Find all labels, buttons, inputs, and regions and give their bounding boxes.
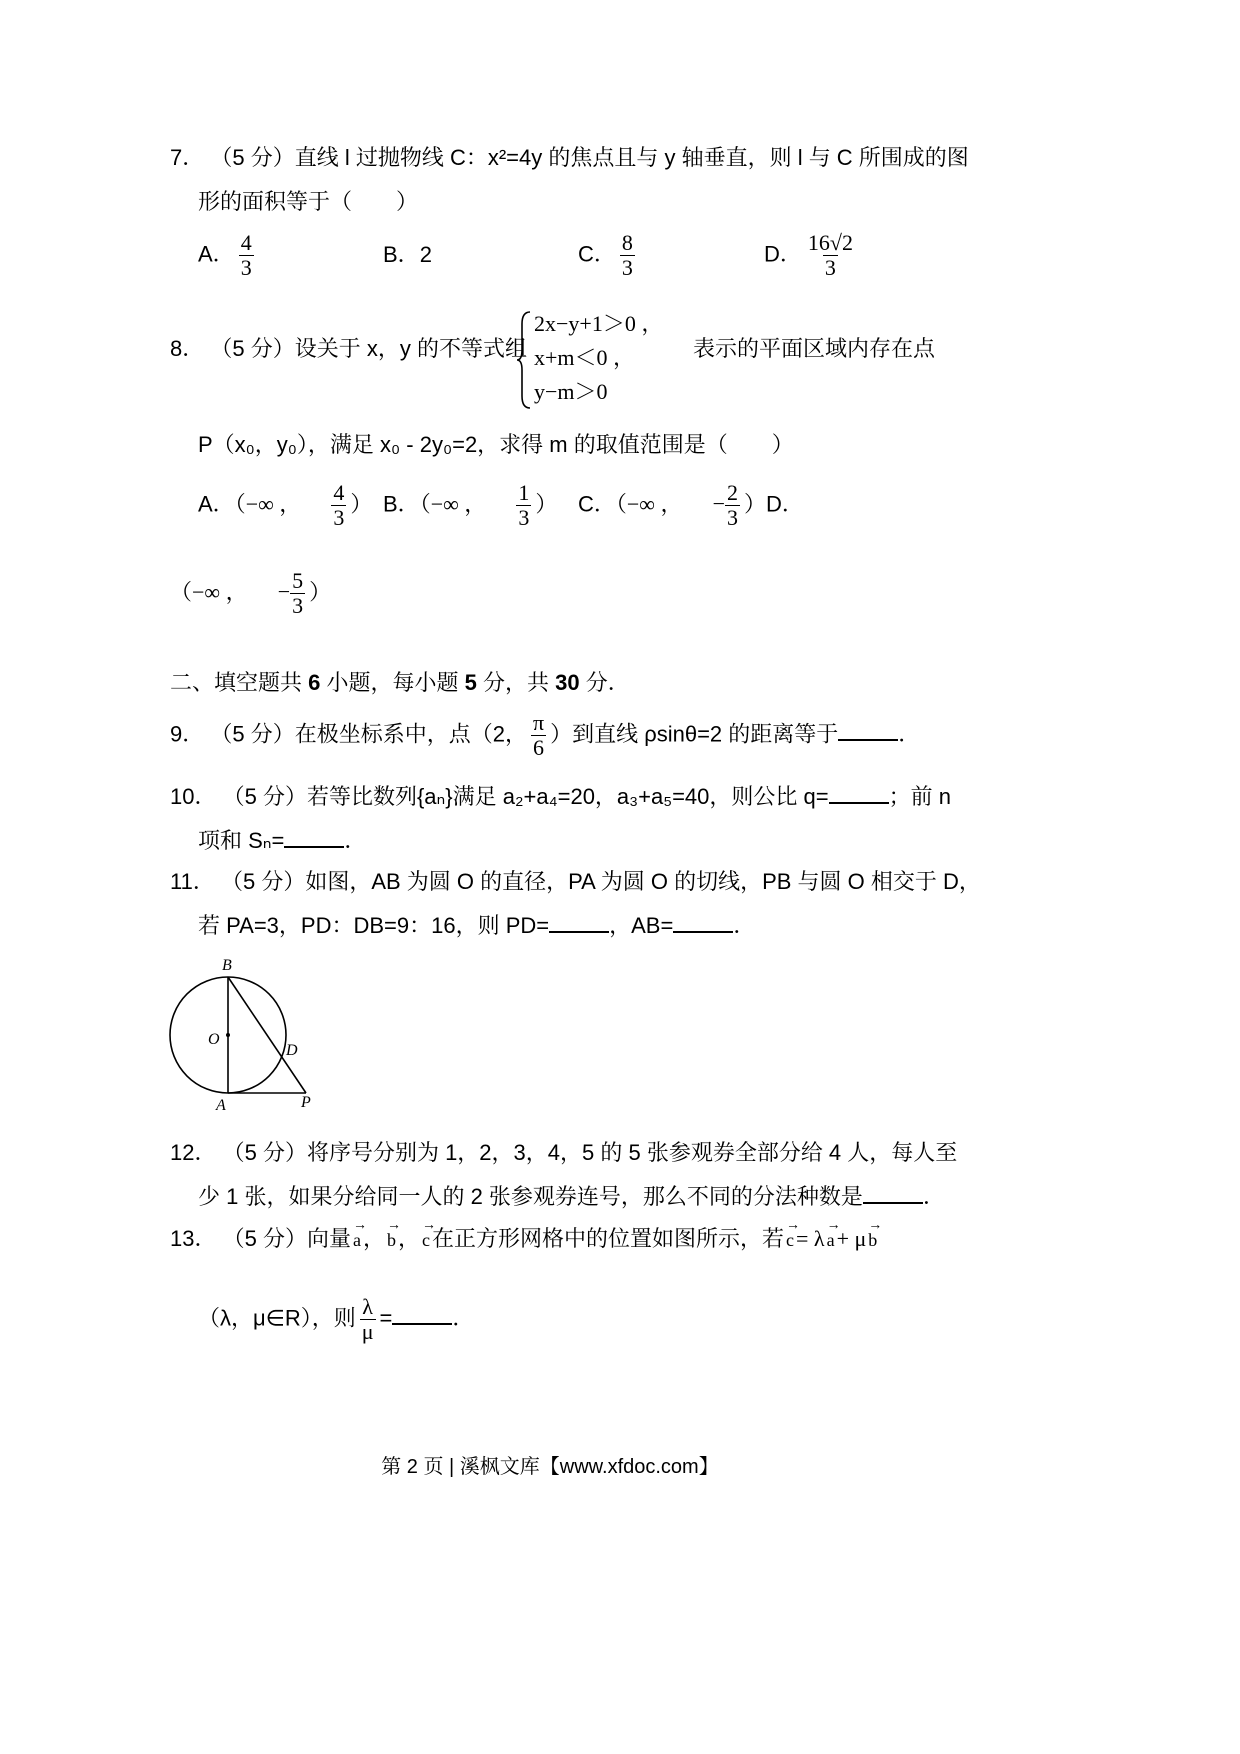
q8-option-c: C．（−∞ ， − $\frac{2}{3}$ ）D． [578, 480, 804, 530]
q9-line: 9． （5 分）在极坐标系中，点（2， $\frac{\pi}{6}$ ）到直线 ρsinθ=2 的距离等于 ． [170, 710, 921, 760]
q13-vector-b-2: → b [868, 1218, 883, 1250]
q7-option-c: C． $\frac{8}{3}$ [578, 230, 633, 280]
q11-secant-pb [228, 977, 306, 1093]
q8-option-d-fraction: $\frac{5}{3}$ [292, 568, 304, 618]
q8-number: 8． [170, 336, 205, 361]
q10-number: 10． [170, 784, 217, 809]
q8-inequality-2: x+m＜0 ， [534, 345, 636, 370]
q8-inequality-3: y−m＞0 [534, 379, 608, 404]
q8-brace [516, 310, 532, 410]
q7-line1 [170, 143, 969, 173]
q13-fraction: $\frac{\lambda}{\mu}$ [361, 1294, 374, 1344]
q7-option-a: A． $\frac{4}{3}$ [198, 230, 252, 280]
q7-option-d-fraction: $\frac{16√2}{3}$ [807, 230, 853, 280]
q9-number: 9． [170, 721, 205, 747]
q12-line1: 12． （5 分）将序号分别为 1，2，3，4，5 的 5 张参观券全部分给 4 人，每人至 [170, 1140, 958, 1165]
q13-line1: 13． （5 分）向量 → a， → b， → c在正方形网格中的位置如图所示，若 → c= λ → a+ μ → b [170, 1224, 879, 1255]
q13-vector-b: → b [386, 1218, 401, 1250]
q9-fraction: $\frac{\pi}{6}$ [532, 710, 545, 760]
q13-vector-c-2: → c [786, 1218, 801, 1250]
q10-line2: 项和 Sₙ= ． [198, 828, 367, 853]
q11-number: 11． [170, 869, 215, 894]
q13-line2: （λ，μ∈R），则 $\frac{\lambda}{\mu}$ = ． [198, 1294, 475, 1344]
q11-answer-blank-ab[interactable] [673, 911, 733, 933]
q13-vector-c: → c [422, 1218, 436, 1250]
q8-option-b: B．（−∞ ， $\frac{1}{3}$ ） [383, 480, 558, 530]
q8-lead: （5 分）设关于 x，y 的不等式组 [210, 336, 527, 361]
q8-tail: 表示的平面区域内存在点 [693, 336, 936, 361]
q13-number: 13． [170, 1226, 217, 1251]
q8-option-b-fraction: $\frac{1}{3}$ [518, 480, 530, 530]
q7-option-d: D． $\frac{16√2}{3}$ [764, 230, 853, 280]
q9-answer-blank[interactable] [838, 719, 898, 741]
q12-number: 12． [170, 1140, 217, 1165]
q8-option-a: A．（−∞ ， $\frac{4}{3}$ ） [198, 480, 373, 530]
q8-line1 [170, 334, 527, 364]
q11-line1: 11． （5 分）如图，AB 为圆 O 的直径，PA 为圆 O 的切线，PB 与圆 O 相交于 D， [170, 869, 981, 894]
q11-label-d: D [286, 1042, 298, 1059]
q7-option-a-fraction: $\frac{4}{3}$ [240, 230, 252, 280]
q12-line2: 少 1 张，如果分给同一人的 2 张参观券连号，那么不同的分法种数是 ． [198, 1184, 945, 1209]
q11-label-a: A [216, 1097, 226, 1114]
q8-option-d: （−∞ ， − $\frac{5}{3}$ ） [170, 568, 332, 618]
q10-answer-blank-sn[interactable] [284, 826, 344, 848]
q7-number: 7． [170, 145, 205, 170]
q8-option-c-fraction: $\frac{2}{3}$ [727, 480, 739, 530]
q8-option-a-fraction: $\frac{4}{3}$ [333, 480, 345, 530]
q12-answer-blank[interactable] [863, 1182, 923, 1204]
q11-answer-blank-pd[interactable] [549, 911, 609, 933]
q11-label-p: P [301, 1094, 311, 1111]
q13-answer-blank[interactable] [392, 1303, 452, 1325]
q11-center-point [226, 1033, 230, 1037]
section-2-heading: 二、填空题共 6 小题，每小题 5 分，共 30 分． [170, 670, 630, 695]
q13-vector-a: → a [352, 1218, 367, 1250]
q11-label-o: O [208, 1031, 220, 1048]
q11-line2: 若 PA=3，PD：DB=9：16，则 PD= ，AB= ． [198, 913, 756, 938]
page-footer: 第 2 页 | 溪枫文库【www.xfdoc.com】 [381, 1456, 719, 1478]
q7-text-line1: （5 分）直线 l 过抛物线 C：x²=4y 的焦点且与 y 轴垂直，则 l 与 C 所围成的图 [210, 145, 969, 170]
q10-answer-blank-q[interactable] [829, 782, 889, 804]
q7-option-b: B．2 [383, 242, 432, 267]
q8-line2: P（x₀，y₀），满足 x₀ - 2y₀=2，求得 m 的取值范围是（ ） [198, 432, 794, 457]
q10-line1: 10． （5 分）若等比数列{aₙ}满足 a₂+a₄=20，a₃+a₅=40，则公比 q= ；前 n [170, 784, 951, 809]
q8-inequality-1: 2x−y+1＞0 ， [534, 311, 664, 336]
q11-label-b: B [222, 957, 232, 974]
q11-figure [160, 950, 330, 1115]
q7-line2: 形的面积等于（ ） [198, 189, 419, 214]
q13-vector-a-2: → a [826, 1218, 841, 1250]
q7-option-c-fraction: $\frac{8}{3}$ [621, 230, 633, 280]
